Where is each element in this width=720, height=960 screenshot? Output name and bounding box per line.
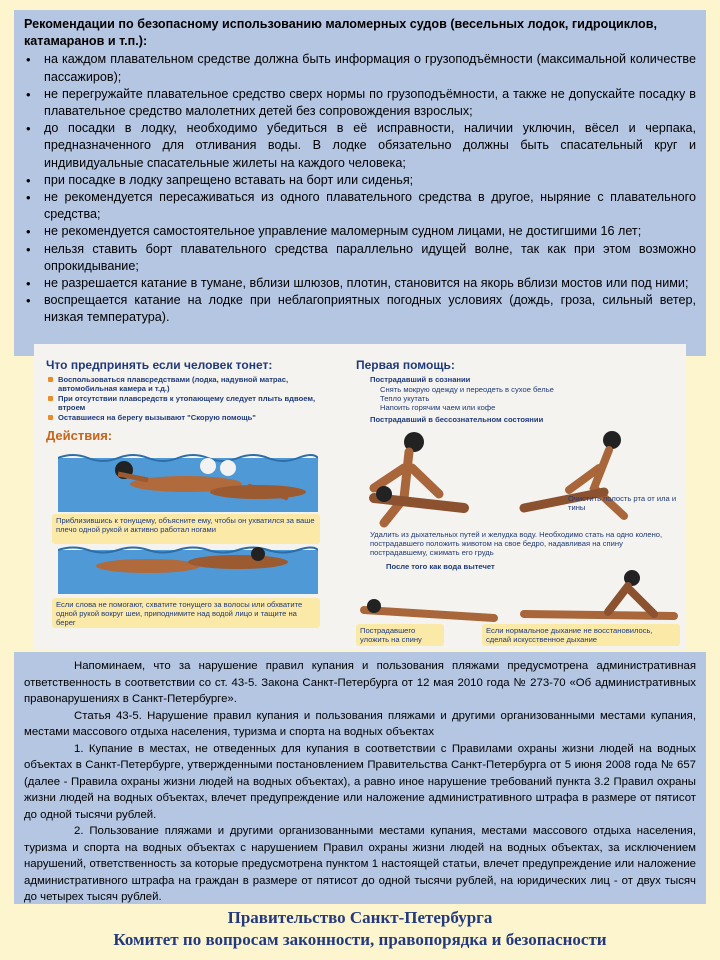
poster-left-item: Воспользоваться плавсредствами (лодка, надувной матрас, автомобильная камера и т.д.) (58, 375, 289, 393)
after-water-label: После того как вода вытечет (386, 562, 495, 571)
bullet-icon (48, 415, 53, 420)
actions-title: Действия: (46, 428, 113, 443)
conscious-item: Снять мокрую одежду и переодеть в сухое белье (380, 385, 554, 394)
list-item: • не перегружайте плавательное средство сверх нормы по грузоподъёмности, а также не допускайте посадку в плавательное средство малолетних детей без сопровождения взрослых; (24, 86, 696, 120)
list-item: • при посадке в лодку запрещено вставать на борт или сиденья; (24, 172, 696, 189)
rescue-swimmers-illustration (58, 440, 318, 512)
breath-caption: Если нормальное дыхание не восстановилось, сделай искусственное дыхание (486, 626, 653, 644)
list-item: • не рекомендуется самостоятельное управление маломерным судном лицами, не достигшими 16 лет; (24, 223, 696, 240)
law-panel (14, 652, 706, 904)
footer (0, 907, 720, 951)
unconscious-title: Пострадавший в бессознательном состоянии (370, 415, 544, 424)
mouth-caption: Очистить полость рта от ила и тины (568, 494, 677, 512)
recommendations-list (24, 51, 696, 326)
first-aid-illustration (354, 428, 684, 528)
recommendations-panel (14, 10, 706, 356)
footer-committee: Комитет по вопросам законности, правопорядка и безопасности (113, 930, 607, 949)
resuscitation-illustration (354, 570, 684, 626)
back-caption: Пострадавшего уложить на спину (360, 626, 422, 644)
list-item: • не разрешается катание в тумане, вблизи шлюзов, плотин, становится на якорь вблизи мостов или под ними; (24, 275, 696, 292)
first-aid-title: Первая помощь: (356, 358, 455, 372)
airway-caption: Удалить из дыхательных путей и желудка воду. Необходимо стать на одно колено, пострадавшего положить животом на свое бедро, надавливая на спину пострадавшему, сжимать его грудь (370, 530, 663, 557)
safety-poster (34, 344, 686, 650)
swim-caption-2: Если слова не помогают, схватите тонущего за волосы или обхватите одной рукой вокруг шеи, приподнимите над водой лицо и тащите на берег (56, 600, 303, 627)
recommendations-heading: Рекомендации по безопасному использованию маломерных судов (весельных лодок, гидроциклов, катамаранов и т.п.): (24, 17, 657, 49)
towing-swimmer-illustration (58, 544, 318, 594)
law-paragraph: Напоминаем, что за нарушение правил купания и пользования пляжами предусмотрена административная ответственность в соответствии со ст. 43-5. Закона Санкт-Петербурга от 12 мая 2010 года № 273-70 «Об административных правонарушениях в Санкт-Петербурге». (24, 660, 696, 705)
swim-caption-1: Приблизившись к тонущему, объясните ему, чтобы он ухватился за ваше плечо одной рукой и активно работал ногами (56, 516, 315, 534)
list-item: • до посадки в лодку, необходимо убедиться в её исправности, наличии уключин, вёсел и черпака, предназначенного для отливания воды. В лодке обязательно должны быть спасательный круг и индивидуальные спасательные жилеты на каждого человека; (24, 120, 696, 172)
list-item: • не рекомендуется пересаживаться из одного плавательного средства в другое, ныряние с плавательного средства; (24, 189, 696, 223)
bullet-icon (48, 396, 53, 401)
poster-left-title: Что предпринять если человек тонет: (46, 358, 273, 372)
list-item: • на каждом плавательном средстве должна быть информация о грузоподъёмности (максимальной количестве пассажиров); (24, 51, 696, 85)
law-paragraph: Статья 43-5. Нарушение правил купания и пользования пляжами и другими организованными местами купания, местами массового отдыха населения, туризма и спорта на водных объектах (24, 709, 696, 738)
bullet-icon (48, 377, 53, 382)
conscious-title: Пострадавший в сознании (370, 375, 471, 384)
conscious-item: Тепло укутать (380, 394, 430, 403)
poster-left-item: При отсутствии плавсредств к утопающему следует плыть вдвоем, втроем (58, 394, 316, 412)
law-paragraph: 2. Пользование пляжами и другими организованными местами купания, местами массового отдыха населения, туризма и спорта на водных объектах с нарушением Правил охраны жизни людей на водных объектах, за исключением нарушений, ответственность за которые предусмотрена пунктом 1 настоящей статьи, влечет предупреждение или наложение административного штрафа на граждан в размере от пятисот до одной тысячи рублей, на юридических лиц - от двух тысяч до четырех тысяч рублей. (24, 825, 696, 903)
footer-government: Правительство Санкт-Петербурга (227, 908, 493, 927)
poster-left-item: Оставшиеся на берегу вызывают "Скорую помощь" (58, 413, 256, 422)
law-paragraph: 1. Купание в местах, не отведенных для купания в соответствии с Правилами охраны жизни людей на водных объектах в Санкт-Петербурге, утвержденными постановлением Правительства Санкт-Петербурга от 5 июня 2008 года № 657 (далее - Правила охраны жизни людей на водных объектах), а равно иное нарушение требований пункта 3.2 Правил охраны жизни людей на водных объектах, влечет предупреждение или наложение административного штрафа в размере от пятисот до одной тысячи рублей. (24, 742, 696, 821)
list-item: • воспрещается катание на лодке при неблагоприятных погодных условиях (дождь, гроза, сильный ветер, низкая температура). (24, 292, 696, 326)
conscious-item: Напоить горячим чаем или кофе (380, 403, 496, 412)
list-item: • нельзя ставить борт плавательного средства параллельно идущей волне, так как при этом возможно опрокидывание; (24, 241, 696, 275)
